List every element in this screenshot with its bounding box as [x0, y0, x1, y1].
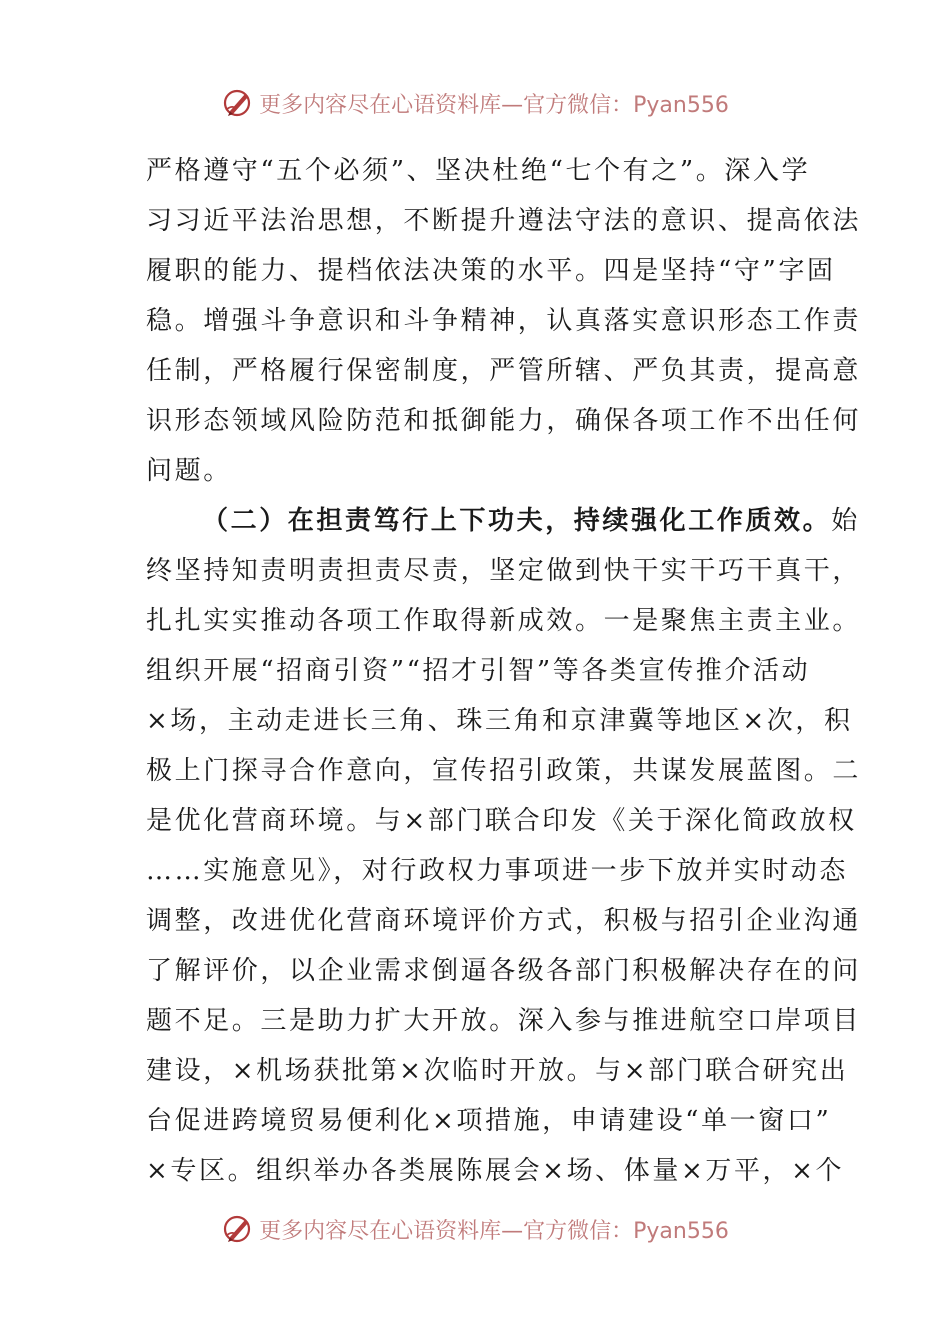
text-line: 习习近平法治思想，不断提升遵法守法的意识、提高依法	[146, 206, 862, 236]
text-line: 台促进跨境贸易便利化×项措施，申请建设“单一窗口”	[146, 1106, 832, 1136]
text-line: ×场，主动走进长三角、珠三角和京津冀等地区×次，积	[146, 706, 853, 736]
heading-line-rest: 始	[831, 506, 860, 536]
text-line: 极上门探寻合作意向，宣传招引政策，共谋发展蓝图。二	[146, 756, 862, 786]
section-heading: （二）在担责笃行上下功夫，持续强化工作质效。	[202, 506, 832, 536]
header-watermark	[0, 86, 950, 120]
text-line: 严格遵守“五个必须”、坚决杜绝“七个有之”。深入学	[146, 156, 811, 186]
text-line: 扎扎实实推动各项工作取得新成效。一是聚焦主责主业。	[146, 606, 862, 636]
text-line: 终坚持知责明责担责尽责，坚定做到快干实干巧干真干，	[146, 556, 862, 586]
text-line: 题不足。三是助力扩大开放。深入参与推进航空口岸项目	[146, 1006, 862, 1036]
text-line: 了解评价，以企业需求倒逼各级各部门积极解决存在的问	[146, 956, 862, 986]
text-line: ……实施意见》，对行政权力事项进一步下放并实时动态	[146, 856, 849, 886]
footer-watermark	[0, 1212, 950, 1246]
text-line: 稳。增强斗争意识和斗争精神，认真落实意识形态工作责	[146, 306, 862, 336]
text-line: 是优化营商环境。与×部门联合印发《关于深化简政放权	[146, 806, 857, 836]
text-line: ×专区。组织举办各类展陈展会×场、体量×万平，×个	[146, 1156, 845, 1186]
text-line: 组织开展“招商引资”“招才引智”等各类宣传推介活动	[146, 656, 811, 686]
text-line: 履职的能力、提档依法决策的水平。四是坚持“守”字固	[146, 256, 836, 286]
text-line: 建设，×机场获批第×次临时开放。与×部门联合研究出	[146, 1056, 849, 1086]
text-line: 问题。	[146, 456, 232, 486]
text-line: 调整，改进优化营商环境评价方式，积极与招引企业沟通	[146, 906, 862, 936]
paragraph-1	[146, 146, 862, 496]
text-line: 识形态领域风险防范和抵御能力，确保各项工作不出任何	[146, 406, 862, 436]
text-line: 任制，严格履行保密制度，严管所辖、严负其责，提高意	[146, 356, 862, 386]
pen-logo-icon	[221, 86, 255, 120]
watermark-text: 更多内容尽在心语资料库—官方微信：Pyan556	[259, 1218, 729, 1244]
paragraph-2	[146, 496, 862, 1196]
document-body	[146, 146, 862, 1196]
pen-logo-icon	[221, 1212, 255, 1246]
section-heading-line	[146, 496, 860, 546]
watermark-text: 更多内容尽在心语资料库—官方微信：Pyan556	[259, 92, 729, 118]
